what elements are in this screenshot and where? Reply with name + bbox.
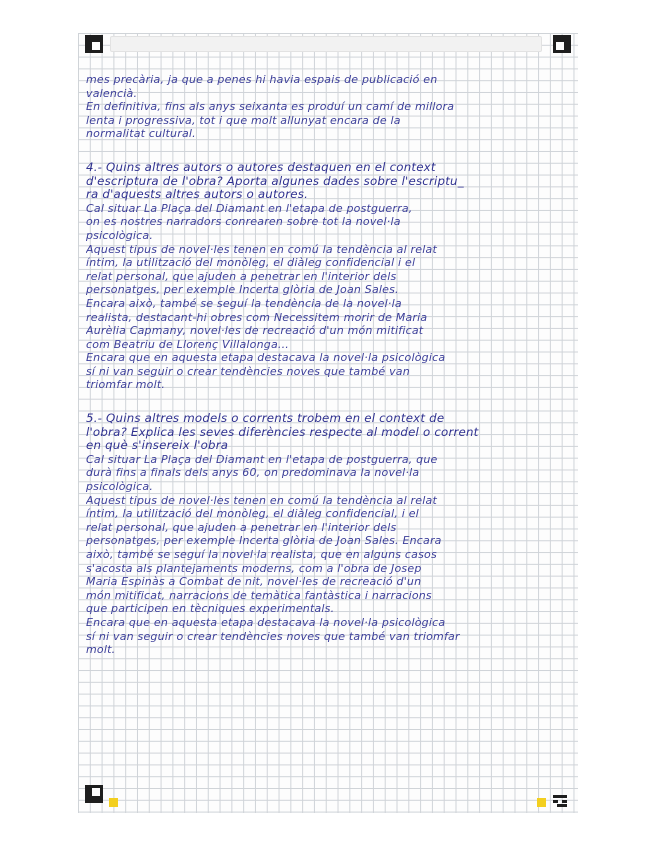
question-line: d'escriptura de l'obra? Aporta algunes dades sobre l'escriptu_	[86, 174, 464, 188]
answer-4	[86, 202, 574, 392]
text-line: En definitiva, fins als anys seixanta es produí un camí de millora	[86, 100, 455, 114]
text-line: lenta i progressiva, tot i que molt allunyat encara de la	[86, 113, 401, 127]
answer-line: durà fins a finals dels anys 60, on predominava la novel·la	[86, 466, 420, 480]
yellow-marker-left	[109, 798, 118, 807]
answer-line: psicològica.	[86, 228, 154, 242]
answer-line: relat personal, que ajuden a penetrar en l'interior dels	[86, 269, 397, 283]
answer-line: realista, destacant-hi obres com Necessitem morir de Maria	[86, 310, 428, 324]
answer-line: personatges, per exemple Incerta glòria de Joan Sales. Encara	[86, 534, 442, 548]
answer-line: íntim, la utilització del monòleg, el diàleg confidencial i el	[86, 256, 416, 270]
answer-line: Encara això, també se seguí la tendència de la novel·la	[86, 296, 402, 310]
corner-marker-top-right	[553, 35, 571, 53]
question-line: en què s'insereix l'obra	[86, 439, 229, 453]
answer-line: s'acosta als plantejaments moderns, com a l'obra de Josep	[86, 561, 422, 575]
answer-line: com Beatriu de Llorenç Villalonga...	[86, 337, 289, 351]
answer-line: molt.	[86, 643, 116, 657]
answer-line: relat personal, que ajuden a penetrar en l'interior dels	[86, 520, 397, 534]
text-line: valencià.	[86, 86, 138, 100]
answer-line: sí ni van seguir o crear tendències noves que també van triomfar	[86, 629, 460, 643]
answer-line: món mitificat, narracions de temàtica fantàstica i narracions	[86, 588, 432, 602]
question-5	[86, 412, 574, 453]
answer-line: personatges, per exemple Incerta glòria de Joan Sales.	[86, 283, 399, 297]
answer-line: això, també se seguí la novel·la realista, que en alguns casos	[86, 548, 437, 561]
handwritten-text	[86, 73, 574, 657]
question-line: 5.- Quins altres models o corrents trobem en el context de	[86, 412, 445, 426]
question-line: l'obra? Explica les seves diferències respecte al model o corrent	[86, 425, 479, 439]
answer-5	[86, 453, 574, 657]
answer-line: sí ni van seguir o crear tendències noves que també van	[86, 364, 410, 378]
corner-marker-bottom-left	[85, 785, 103, 803]
answer-line: Aquest tipus de novel·les tenen en comú la tendència al relat	[86, 242, 437, 256]
corner-marker-top-left	[85, 35, 103, 53]
yellow-marker-right	[537, 798, 546, 807]
answer-line: Cal situar La Plaça del Diamant en l'etapa de postguerra,	[86, 201, 413, 215]
answer-line: psicològica.	[86, 480, 154, 494]
text-line: mes precària, ja que a penes hi havia espais de publicació en	[86, 73, 438, 86]
header-field	[110, 36, 542, 52]
answer-line: Maria Espinàs a Combat de nit, novel·les de recreació d'un	[86, 575, 422, 589]
question-4	[86, 161, 574, 202]
question-line: 4.- Quins altres autors o autores destaquen en el context	[86, 160, 436, 174]
text-line: normalitat cultural.	[86, 127, 196, 141]
answer-line: Cal situar La Plaça del Diamant en l'etapa de postguerra, que	[86, 452, 438, 466]
answer-line: íntim, la utilització del monòleg, el diàleg confidencial, i el	[86, 507, 419, 521]
spacer	[86, 392, 574, 412]
question-line: ra d'aquests altres autors o autores.	[86, 188, 309, 202]
corner-marker-bottom-right	[553, 795, 567, 807]
answer-line: Aquest tipus de novel·les tenen en comú la tendència al relat	[86, 493, 437, 507]
answer-line: Encara que en aquesta etapa destacava la novel·la psicològica	[86, 615, 446, 629]
answer-line: Aurèlia Capmany, novel·les de recreació d'un món mitificat	[86, 324, 424, 338]
answer-line: on es nostres narradors conrearen sobre tot la novel·la	[86, 215, 401, 229]
answer-line: que participen en tècniques experimentals.	[86, 602, 335, 616]
spacer	[86, 141, 574, 161]
intro-continuation	[86, 73, 574, 141]
answer-line: triomfar molt.	[86, 378, 166, 392]
answer-line: Encara que en aquesta etapa destacava la novel·la psicològica	[86, 351, 446, 365]
